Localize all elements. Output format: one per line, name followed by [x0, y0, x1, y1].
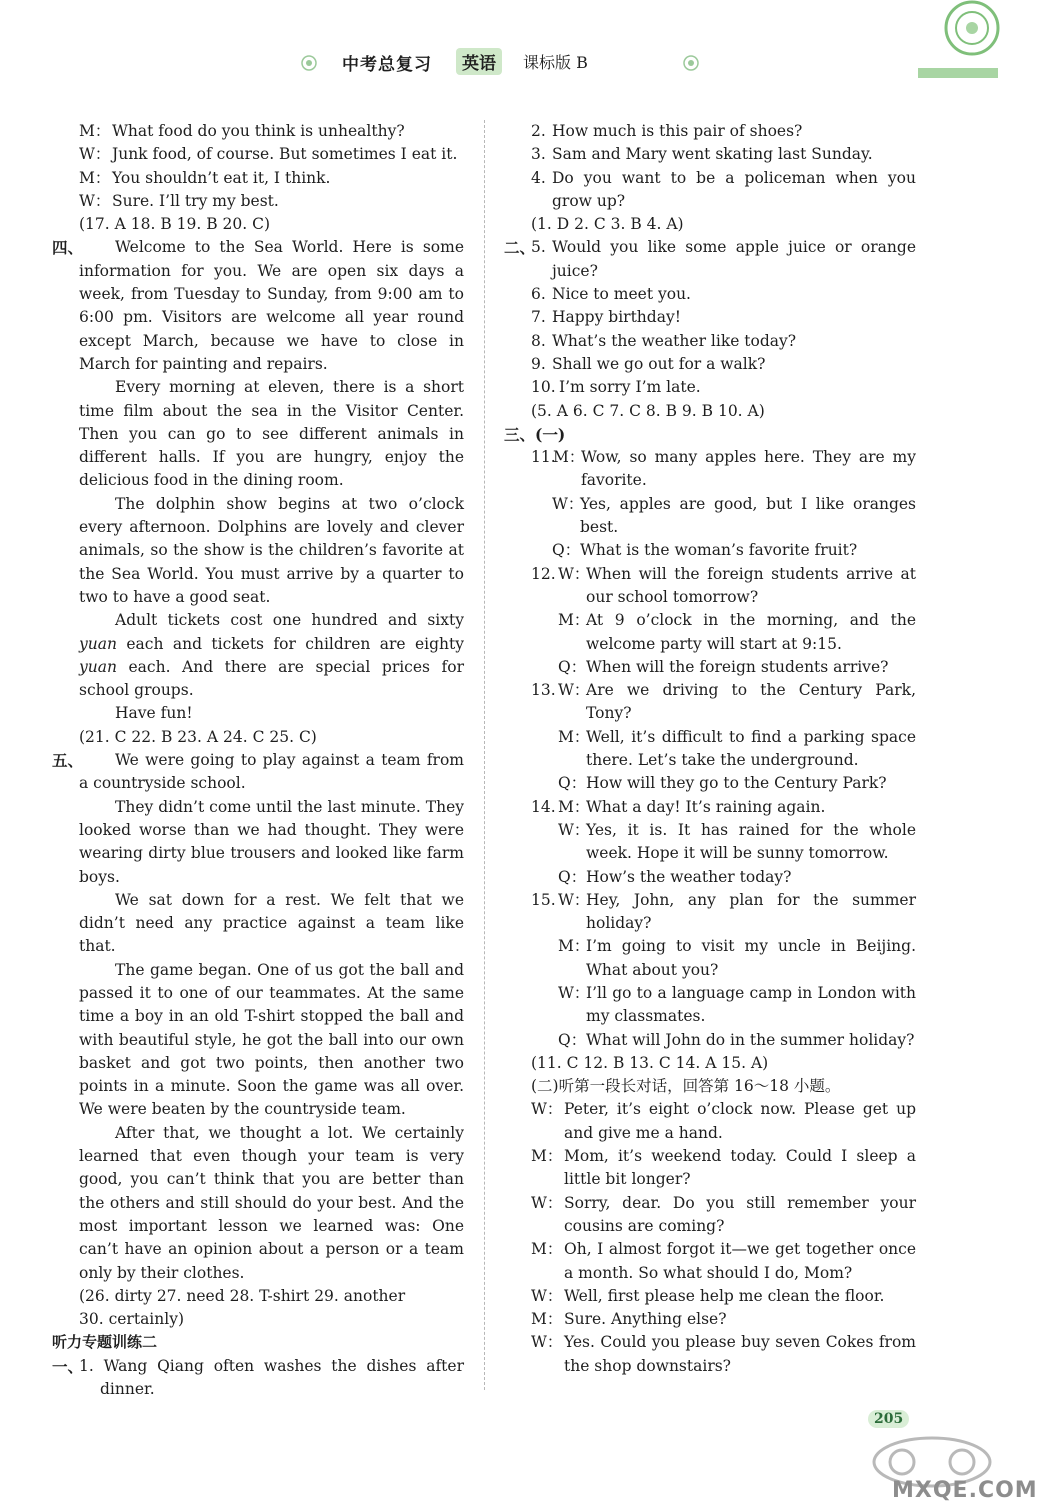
edition-label: 课标版 B: [523, 53, 588, 72]
listening-item: 4. Do you want to be a policeman when you grow up?: [531, 168, 916, 210]
paragraph: Every morning at eleven, there is a short time film about the sea in the Visitor Center. Then you can go to see different animals in different halls. If you are hungry, enjoy the delicious food in the dining room.: [79, 378, 464, 490]
paragraph: Adult tickets cost one hundred and sixty yuan each and tickets for children are eighty yuan each. And there are special prices for school groups.: [79, 611, 464, 700]
left-column: [52, 120, 464, 1401]
dialog-line: W： Well, first please help me clean the floor.: [531, 1286, 885, 1305]
listening-item: 10. I’m sorry I’m late.: [531, 378, 701, 397]
answer-key: (21. C 22. B 23. A 24. C 25. C): [79, 727, 317, 746]
listening-item: 7. Happy birthday!: [531, 308, 681, 327]
dialog-line: W： Yes. Could you please buy seven Cokes from the shop downstairs?: [531, 1333, 916, 1375]
answer-key: (17. A 18. B 19. B 20. C): [79, 215, 271, 234]
paragraph: Welcome to the Sea World. Here is some information for you. We are open six days a week, from Tuesday to Sunday, from 9:00 am to 6:00 pm. Visitors are welcome all year round except March, because we have to close in March for painting and repairs.: [79, 238, 464, 373]
dialog-line: M： What food do you think is unhealthy?: [79, 122, 405, 140]
dialog-14: 14. M： What a day! It’s raining again. W： Yes, it is. It has rained for the whole week. Hope it will be sunny tomorrow. Q： How’s the weather today?: [531, 797, 916, 886]
paragraph: The game began. One of us got the ball and passed it to one of our teammates. At the same time a boy in an old T-shirt stopped the ball and with beautiful style, he got the ball into our own basket and got two points, then another two points in a minute. Soon the game was all over. We were beaten by the countryside team.: [79, 960, 464, 1119]
answer-key: 30. certainly): [79, 1310, 185, 1329]
paragraph: Have fun!: [115, 704, 193, 723]
answer-key: (11. C 12. B 13. C 14. A 15. A): [531, 1053, 769, 1072]
dialog-line: M： Oh, I almost forgot it—we get together once a month. So what should I do, Mom?: [531, 1240, 916, 1282]
section-five: 五、 We were going to play against a team from a countryside school.: [52, 749, 464, 796]
page-number: 205: [868, 1410, 909, 1428]
listening-item: 8. What’s the weather like today?: [531, 331, 797, 350]
dialog-line: W： Peter, it’s eight o’clock now. Please get up and give me a hand.: [531, 1100, 916, 1142]
listening-item: 9. Shall we go out for a walk?: [531, 354, 766, 373]
watermark-text: MXQE.COM: [892, 1478, 1038, 1503]
dialog-line: M： Sure. Anything else?: [531, 1310, 727, 1329]
dialog-15: 15. W： Hey, John, any plan for the summer holiday? M： I’m going to visit my uncle in Beijing. What about you? W： I’ll go to a language camp in London with my classmates. Q： What will John do in the summer holiday?: [531, 890, 916, 1049]
dot-ornament-icon: [300, 54, 318, 76]
answer-key: (26. dirty 27. need 28. T-shirt 29. another: [79, 1286, 406, 1305]
paragraph: We were going to play against a team from a countryside school.: [79, 751, 464, 793]
paragraph: They didn’t come until the last minute. They looked worse than we had thought. They were wearing dirty blue trousers and looked like farm boys.: [79, 797, 464, 886]
part-two-title: (二)听第一段长对话，回答第 16～18 小题。: [531, 1077, 841, 1096]
listening-item: 3. Sam and Mary went skating last Sunday.: [531, 145, 873, 164]
section-two: 二、 5. Would you like some apple juice or orange juice?: [504, 238, 916, 280]
dialog-line: W： Sorry, dear. Do you still remember your cousins are coming?: [531, 1193, 916, 1235]
listening-item: 1. Wang Qiang often washes the dishes after dinner.: [79, 1356, 464, 1399]
training-title: 听力专题训练二: [52, 1333, 158, 1352]
dialog-line: M： You shouldn’t eat it, I think.: [79, 168, 331, 187]
section-one: 一、 1. Wang Qiang often washes the dishes after dinner.: [52, 1355, 464, 1402]
subject-badge: 英语: [456, 48, 502, 75]
dialog-13: 13. W： Are we driving to the Century Park, Tony? M： Well, it’s difficult to find a parking space there. Let’s take the underground. Q： How will they go to the Century Park?: [531, 681, 916, 793]
dialog-line: W： Sure. I’ll try my best.: [79, 191, 279, 210]
listening-item: 2. How much is this pair of shoes?: [531, 122, 803, 140]
paragraph: We sat down for a rest. We felt that we didn’t need any practice against a team like that.: [79, 890, 464, 956]
right-column: [504, 120, 916, 1378]
dialog-line: M： Mom, it’s weekend today. Could I sleep a little bit longer?: [531, 1147, 916, 1189]
column-divider: [484, 120, 485, 1390]
page-header: [0, 40, 1000, 84]
corner-ornament-icon: [910, 0, 1000, 90]
dialog-11: 11. M： Wow, so many apples here. They are my favorite. W： Yes, apples are good, but I like oranges best. Q： What is the woman’s favorite fruit?: [531, 448, 916, 560]
dialog-line: W： Junk food, of course. But sometimes I eat it.: [79, 145, 458, 164]
answer-key: (5. A 6. C 7. C 8. B 9. B 10. A): [531, 401, 765, 420]
listening-item: 6. Nice to meet you.: [531, 285, 691, 304]
answer-key: (1. D 2. C 3. B 4. A): [531, 215, 684, 234]
paragraph: After that, we thought a lot. We certainly learned that even though your team is very good, you can’t think that you are better than the others and still should do your best. And the most important lesson we learned was: One can’t have an opinion about a person or a team only by their clothes.: [79, 1123, 464, 1282]
book-title: 中考总复习: [342, 55, 432, 75]
dialog-12: 12. W： When will the foreign students arrive at our school tomorrow? M： At 9 o’clock in the morning, and the welcome party will start at 9:15. Q： When will the foreign students arrive?: [531, 564, 916, 676]
section-four: 四、 Welcome to the Sea World. Here is some information for you. We are open six days a week, from Tuesday to Sunday, from 9:00 am to 6:00 pm. Visitors are welcome all year round except March, because we have to close in March for painting and repairs.: [52, 236, 464, 376]
dot-ornament-icon: [682, 54, 700, 76]
paragraph: The dolphin show begins at two o’clock every afternoon. Dolphins are lovely and clever animals, so the show is the children’s favorite at the Sea World. You must arrive by a quarter to two to have a good seat.: [79, 494, 464, 606]
section-three-title: 三、(一): [504, 424, 566, 444]
